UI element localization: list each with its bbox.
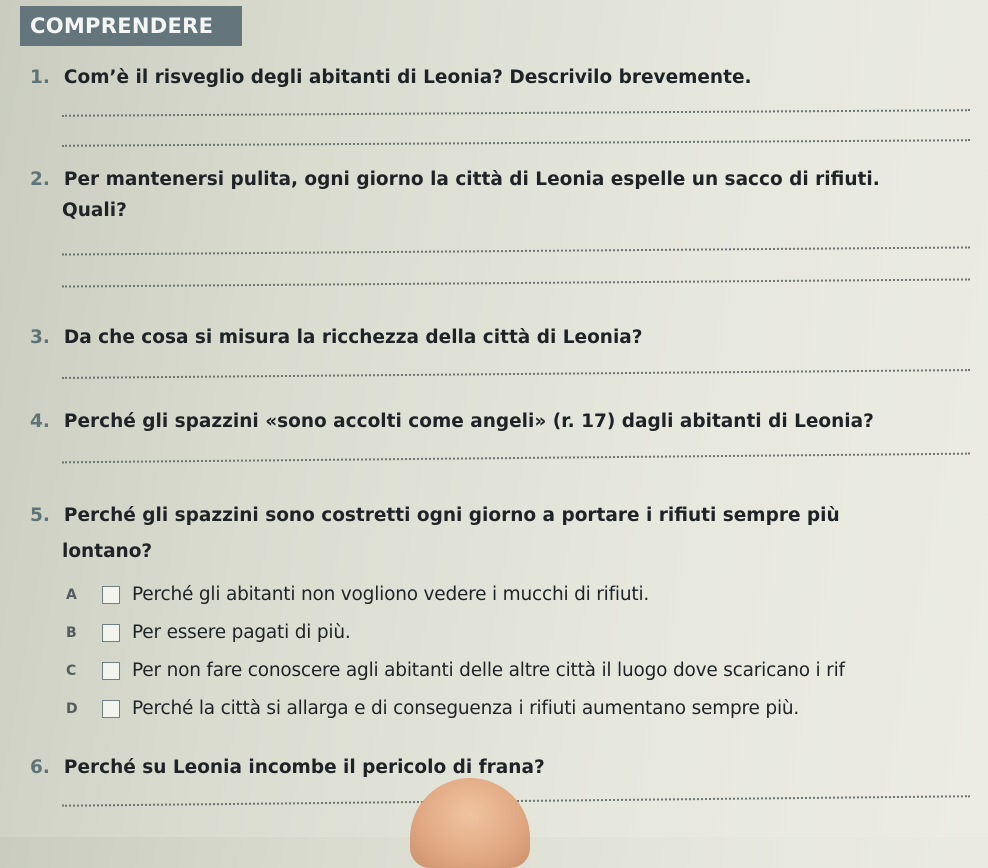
- question-text: Per mantenersi pulita, ogni giorno la città di Leonia espelle un sacco di rifiuti.: [63, 169, 880, 190]
- checkbox[interactable]: [102, 586, 120, 604]
- option-text: Perché gli abitanti non vogliono vedere i mucchi di rifiuti.: [132, 584, 650, 605]
- option-c[interactable]: [66, 660, 845, 681]
- answer-line[interactable]: [62, 278, 970, 287]
- question-2: [30, 168, 880, 192]
- question-text: lontano?: [62, 541, 153, 562]
- question-text: Perché su Leonia incombe il pericolo di frana?: [63, 757, 545, 778]
- option-a[interactable]: [66, 584, 649, 605]
- question-4: [30, 410, 874, 434]
- checkbox[interactable]: [102, 624, 120, 642]
- question-text: Quali?: [62, 200, 127, 221]
- question-2-continued: [62, 199, 127, 223]
- question-text: Da che cosa si misura la ricchezza della città di Leonia?: [63, 327, 643, 348]
- option-letter: C: [66, 662, 77, 679]
- option-letter: B: [66, 624, 77, 641]
- answer-line[interactable]: [62, 453, 970, 464]
- option-letter: A: [66, 586, 77, 603]
- question-1: [30, 66, 752, 90]
- option-text: Per non fare conoscere agli abitanti delle altre città il luogo dove scaricano i rif: [132, 660, 845, 681]
- question-number: 4.: [30, 411, 50, 432]
- question-text: Perché gli spazzini «sono accolti come angeli» (r. 17) dagli abitanti di Leonia?: [63, 411, 874, 432]
- answer-line[interactable]: [62, 109, 970, 117]
- question-text: Perché gli spazzini sono costretti ogni giorno a portare i rifiuti sempre più: [63, 505, 840, 526]
- answer-line[interactable]: [62, 369, 970, 379]
- question-5-continued: [62, 540, 152, 564]
- option-b[interactable]: [66, 622, 351, 643]
- checkbox[interactable]: [102, 700, 120, 718]
- question-text: Com’è il risveglio degli abitanti di Leonia? Descrivilo brevemente.: [63, 67, 752, 88]
- option-d[interactable]: [66, 698, 799, 719]
- section-badge: [20, 6, 242, 46]
- question-number: 5.: [30, 505, 50, 526]
- answer-line[interactable]: [62, 246, 970, 255]
- question-5: [30, 504, 840, 528]
- checkbox[interactable]: [102, 662, 120, 680]
- section-badge-label: COMPRENDERE: [30, 14, 214, 38]
- question-number: 2.: [30, 169, 50, 190]
- option-letter: D: [66, 700, 78, 717]
- question-3: [30, 326, 643, 350]
- question-number: 3.: [30, 327, 50, 348]
- answer-line[interactable]: [62, 139, 970, 147]
- option-text: Perché la città si allarga e di conseguenza i rifiuti aumentano sempre più.: [132, 698, 800, 719]
- option-text: Per essere pagati di più.: [132, 622, 351, 643]
- question-number: 1.: [30, 67, 50, 88]
- question-6: [30, 756, 545, 780]
- question-number: 6.: [30, 757, 50, 778]
- fingertip-photo-artifact: [410, 778, 530, 868]
